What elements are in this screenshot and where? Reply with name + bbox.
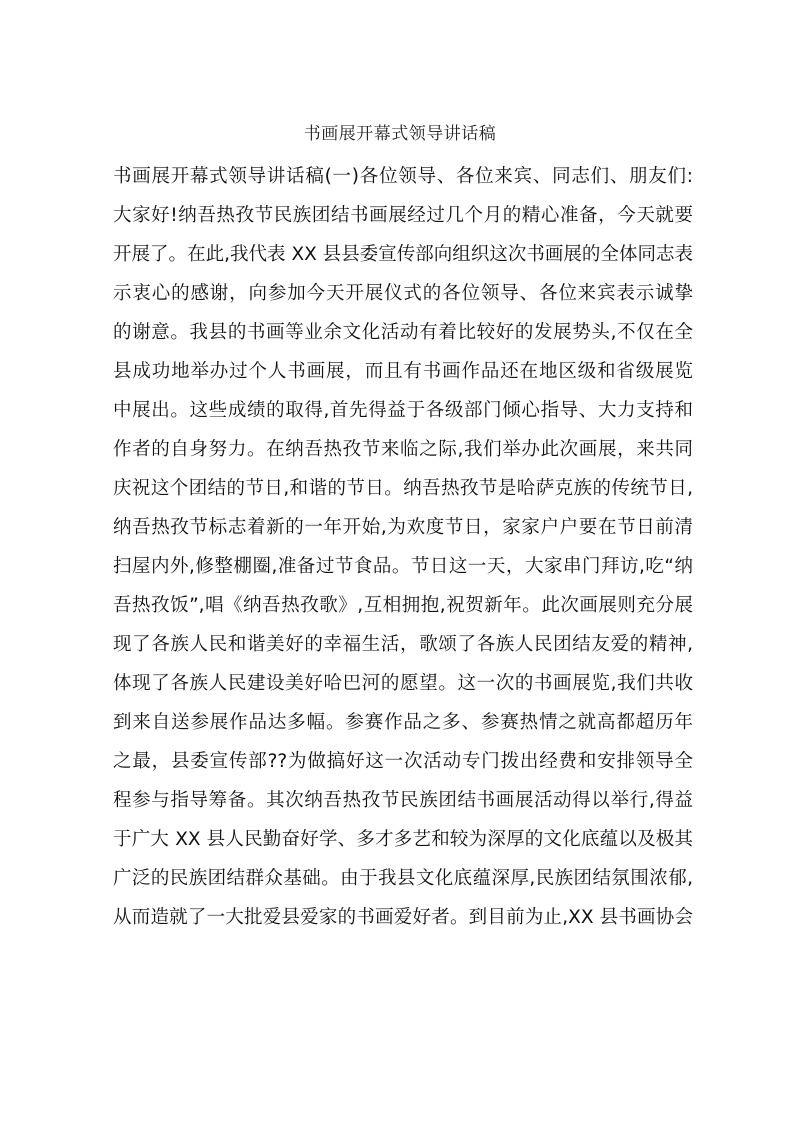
body-line-7: 中展出。这些成绩的取得,首先得益于各级部门倾心指导、大力支持和 — [113, 400, 693, 421]
body-line-18: 于广大 XX 县人民勤奋好学、多才多艺和较为深厚的文化底蕴以及极其 — [113, 829, 693, 850]
body-line-14: 体现了各族人民建设美好哈巴河的愿望。这一次的书画展览,我们共收 — [113, 673, 693, 694]
body-line-3: 开展了。在此,我代表 XX 县县委宣传部向组织这次书画展的全体同志表 — [113, 244, 693, 265]
body-line-1: 书画展开幕式领导讲话稿(一)各位领导、各位来宾、同志们、朋友们: — [113, 166, 693, 187]
body-line-2: 大家好!纳吾热孜节民族团结书画展经过几个月的精心准备，今天就要 — [113, 205, 693, 226]
body-line-6: 县成功地举办过个人书画展，而且有书画作品还在地区级和省级展览 — [113, 361, 693, 382]
document-body — [113, 157, 693, 937]
body-line-20: 从而造就了一大批爱县爱家的书画爱好者。到目前为止,XX 县书画协会 — [113, 907, 693, 928]
document-title: 书画展开幕式领导讲话稿 — [303, 124, 497, 144]
body-line-19: 广泛的民族团结群众基础。由于我县文化底蕴深厚,民族团结氛围浓郁, — [113, 868, 693, 889]
body-line-10: 纳吾热孜节标志着新的一年开始,为欢度节日，家家户户要在节日前清 — [113, 517, 693, 538]
body-line-17: 程参与指导筹备。其次纳吾热孜节民族团结书画展活动得以举行,得益 — [113, 790, 693, 811]
body-line-11: 扫屋内外,修整棚圈,准备过节食品。节日这一天，大家串门拜访,吃“纳 — [113, 556, 693, 577]
body-line-12: 吾热孜饭”,唱《纳吾热孜歌》,互相拥抱,祝贺新年。此次画展则充分展 — [113, 595, 693, 616]
body-line-5: 的谢意。我县的书画等业余文化活动有着比较好的发展势头,不仅在全 — [113, 322, 693, 343]
body-line-13: 现了各族人民和谐美好的幸福生活，歌颂了各族人民团结友爱的精神, — [113, 634, 693, 655]
body-line-9: 庆祝这个团结的节日,和谐的节日。纳吾热孜节是哈萨克族的传统节日, — [113, 478, 693, 499]
body-line-15: 到来自送参展作品达多幅。参赛作品之多、参赛热情之就高都超历年 — [113, 712, 693, 733]
body-line-4: 示衷心的感谢，向参加今天开展仪式的各位领导、各位来宾表示诚挚 — [113, 283, 693, 304]
body-line-16: 之最，县委宣传部??为做搞好这一次活动专门拨出经费和安排领导全 — [113, 751, 693, 772]
body-line-8: 作者的自身努力。在纳吾热孜节来临之际,我们举办此次画展，来共同 — [113, 439, 693, 460]
